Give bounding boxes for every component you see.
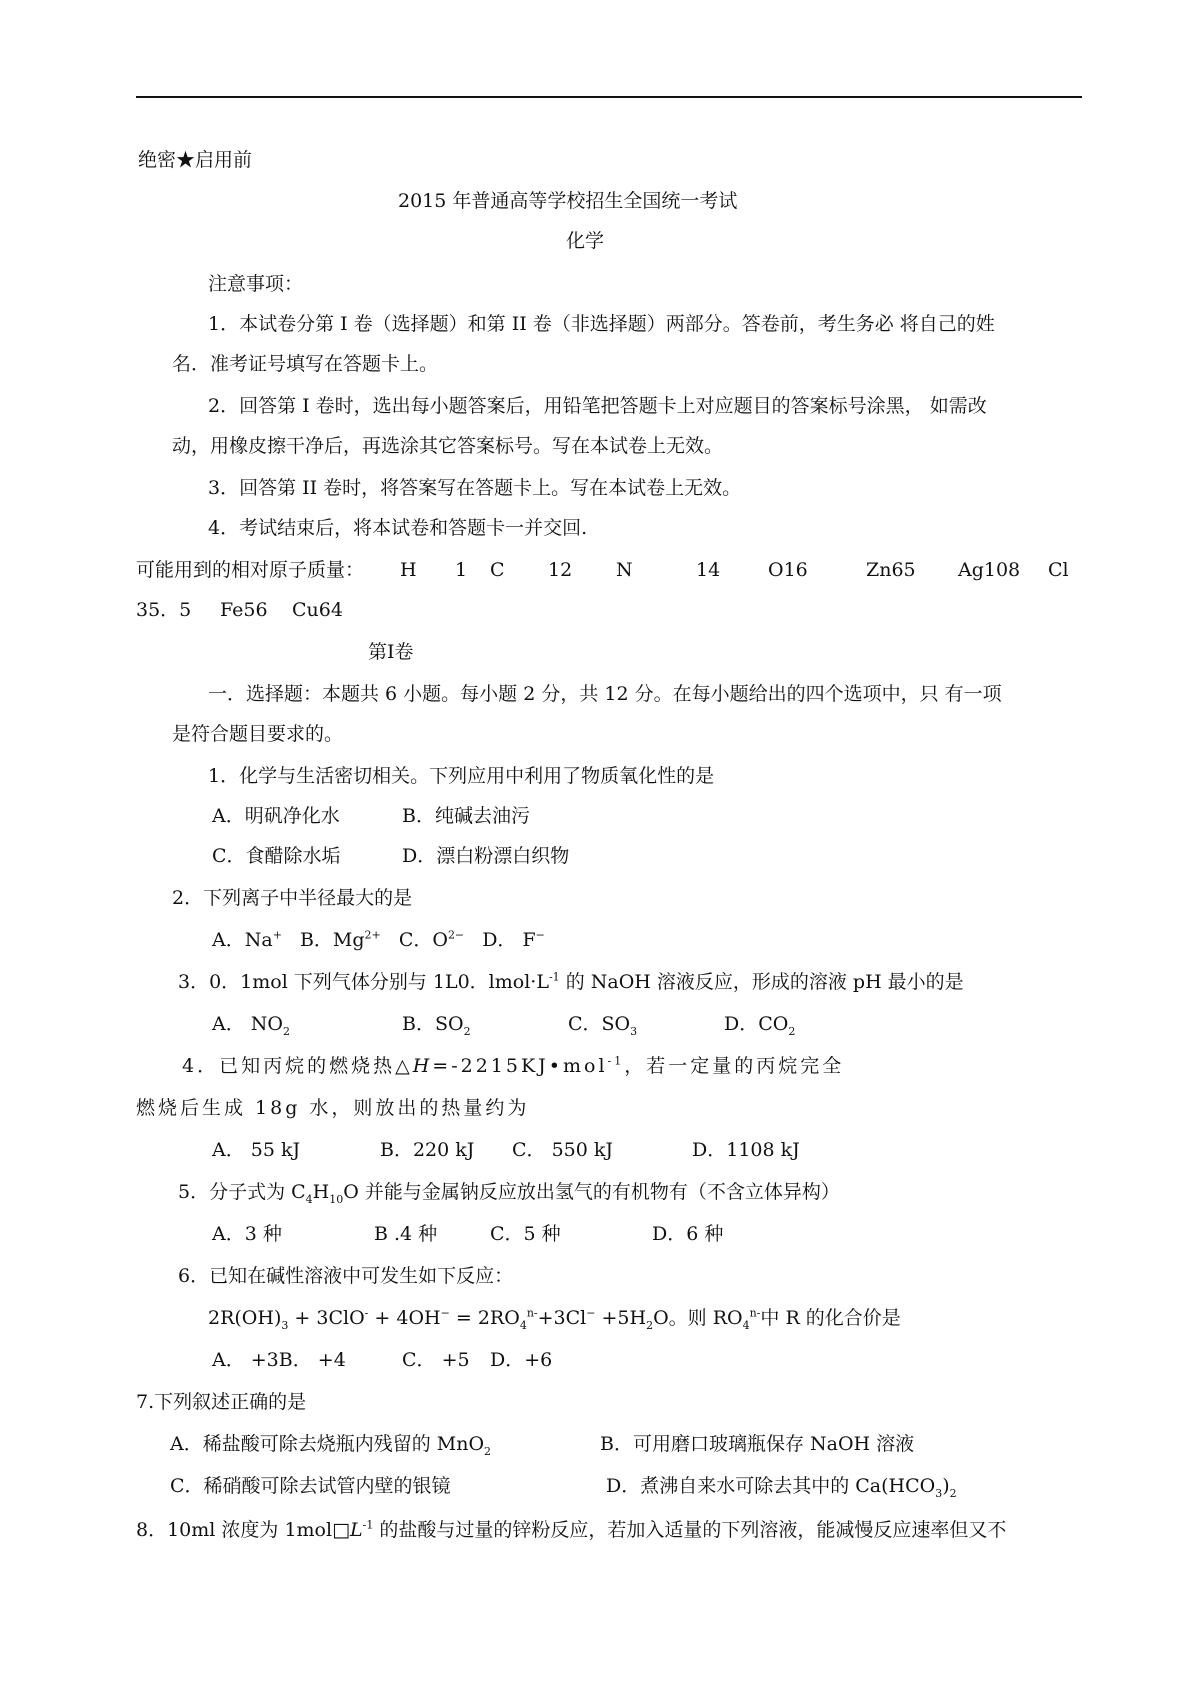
q3-option-d-text: D．CO [724,1013,789,1035]
q7-option-a-sub: 2 [484,1444,492,1458]
q7-option-a [170,1432,491,1456]
note-2-line-2: 动，用橡皮擦干净后，再选涂其它答案标号。写在本试卷上无效。 [172,435,724,457]
q3-option-b-text: B．SO [402,1013,464,1035]
q3-stem-exponent: -1 [548,970,560,984]
q6-eq-sup-7: n- [749,1306,761,1320]
q1-option-b: B．纯碱去油污 [402,805,530,827]
q4-option-a: A． 55 kJ [212,1139,301,1161]
q4-stem-part-3: ，若一定量的丙烷完全 [624,1055,845,1077]
q4-enthalpy-symbol: H [412,1055,433,1077]
note-4: 4．考试结束后，将本试卷和答题卡一并交回. [208,517,588,539]
q6-eq-part-8: 中 R 的化合价是 [760,1307,901,1329]
q6-eq-sub-4: 4 [519,1318,527,1332]
q3-option-c-text: C．SO [568,1013,631,1035]
note-1-line-2: 名．准考证号填写在答题卡上。 [172,353,439,375]
q2-option-b-charge: 2+ [364,928,381,942]
q3-option-d-sub: 2 [788,1024,796,1038]
q7-option-d-text: D．煮沸自来水可除去其中的 Ca(HCO [606,1475,936,1497]
q1-option-d: D．漂白粉漂白织物 [402,845,570,867]
q1-option-c: C．食醋除水垢 [212,845,341,867]
q8-litre-symbol: L [350,1519,363,1541]
q4-stem-line-2: 燃烧后生成 18g 水，则放出的热量约为 [136,1097,530,1119]
q5-carbon-count: 4 [305,1192,313,1206]
q8-stem-part-2: 的盐酸与过量的锌粉反应，若加入适量的下列溶液，能减慢反应速率但又不 [373,1519,1007,1541]
mass-o: O16 [768,559,808,581]
q4-stem-line-1 [182,1054,844,1078]
q4-stem-part-2: =-2215KJ•mol [432,1055,608,1077]
mass-fe: Fe56 [220,599,268,621]
mass-cu: Cu64 [292,599,343,621]
q3-stem [178,970,964,994]
q4-option-b: B．220 kJ [380,1139,475,1161]
q2-options [212,928,545,952]
q7-option-d-paren: ) [942,1475,950,1497]
q6-eq-sub-6: 2 [646,1318,654,1332]
q5-stem [178,1180,840,1204]
q6-option-a-b: A． +3B． +4 [212,1349,346,1371]
q3-option-a-text: A． NO [212,1013,283,1035]
q5-option-c: C．5 种 [490,1223,561,1245]
q6-eq-part-4: = 2RO [449,1307,520,1329]
q6-option-c: C． +5 [402,1349,470,1371]
q3-stem-part-2: 的 NaOH 溶液反应，形成的溶液 pH 最小的是 [559,971,964,993]
notes-heading: 注意事项： [208,273,304,295]
mass-ag: Ag108 [958,559,1021,581]
q4-stem-part-1: 4．已知丙烷的燃烧热△ [182,1055,413,1077]
q6-eq-sub-1: 3 [281,1318,289,1332]
q3-stem-part-1: 3．0．1mol 下列气体分别与 1L0．lmol·L [178,971,549,993]
q6-eq-part-5: +3Cl [537,1307,587,1329]
q6-eq-part-2: + 3ClO [288,1307,365,1329]
section-1-intro-line-1: 一．选择题：本题共 6 小题。每小题 2 分，共 12 分。在每小题给出的四个选项中，只 有一项 [208,683,1002,705]
q4-option-c: C． 550 kJ [512,1139,614,1161]
q6-eq-sub-7: 4 [742,1318,750,1332]
q3-option-d [724,1012,795,1036]
q3-option-c [568,1012,637,1036]
q3-option-b [402,1012,471,1036]
q2-option-c: C．O [398,929,448,951]
q6-option-d: D．+6 [490,1349,553,1371]
q7-option-d [606,1474,957,1498]
q7-stem: 7.下列叙述正确的是 [136,1391,307,1413]
note-2-line-1: 2．回答第 I 卷时，选出每小题答案后，用铅笔把答题卡上对应题目的答案标号涂黑， 如需改 [208,395,987,417]
mass-cl-value: 35．5 [136,599,192,621]
mass-zn: Zn65 [866,559,916,581]
q2-option-d-charge: − [535,928,545,942]
q7-option-c: C．稀硝酸可除去试管内壁的银镜 [170,1475,451,1497]
q2-stem: 2．下列离子中半径最大的是 [172,887,413,909]
q2-option-b: B．Mg [299,929,365,951]
q3-option-a-sub: 2 [282,1024,290,1038]
q5-option-b: B .4 种 [374,1223,438,1245]
subject-title: 化学 [566,230,605,252]
q7-option-d-sub-1: 3 [935,1486,943,1500]
q4-stem-exponent: -1 [607,1054,625,1068]
q7-option-a-text: A．稀盐酸可除去烧瓶内残留的 MnO [170,1433,485,1455]
q6-eq-sup-5: − [586,1306,596,1320]
mass-n: N [616,559,633,581]
section-1-title: 第Ⅰ卷 [368,641,414,663]
section-1-intro-line-2: 是符合题目要求的。 [172,723,344,745]
q5-stem-part-3: O 并能与金属钠反应放出氢气的有机物有（不含立体异构） [343,1181,840,1203]
note-3: 3．回答第 II 卷时，将答案写在答题卡上。写在本试卷上无效。 [208,477,742,499]
mass-c-value: 12 [548,559,573,581]
atomic-mass-label: 可能用到的相对原子质量： [136,559,365,581]
q3-option-b-sub: 2 [463,1024,471,1038]
q2-option-a-charge: + [272,928,282,942]
q5-hydrogen-count: 10 [329,1192,344,1206]
mass-c: C [490,559,505,581]
q2-option-d: D． F [482,929,536,951]
mass-h: H [400,559,417,581]
q6-eq-part-7: O。则 RO [653,1307,743,1329]
q2-option-a: A．Na [212,929,273,951]
q5-option-a: A．3 种 [212,1223,282,1245]
q3-option-a [212,1012,290,1036]
note-1-line-1: 1．本试卷分第 I 卷（选择题）和第 II 卷（非选择题）两部分。答卷前，考生务必 将自己的姓 [208,313,995,335]
q6-eq-part-3: + 4OH [368,1307,441,1329]
q1-stem: 1．化学与生活密切相关。下列应用中利用了物质氧化性的是 [208,765,715,787]
q2-option-c-charge: 2− [447,928,465,942]
q8-missing-dot-glyph: □ [332,1519,351,1541]
q5-option-d: D．6 种 [652,1223,724,1245]
q8-stem [136,1518,1006,1542]
header-rule [136,96,1082,98]
q8-stem-exponent: -1 [362,1518,374,1532]
q6-stem: 6．已知在碱性溶液中可发生如下反应： [178,1265,514,1287]
q8-stem-part-1: 8．10ml 浓度为 1mol [136,1519,333,1541]
q6-eq-sup-4: n- [526,1306,538,1320]
q6-eq-sup-2: - [364,1306,369,1320]
mass-h-value: 1 [455,559,468,581]
q6-eq-part-1: 2R(OH) [208,1307,282,1329]
exam-title: 2015 年普通高等学校招生全国统一考试 [398,190,738,212]
q6-eq-part-6: +5H [595,1307,647,1329]
q5-stem-part-2: H [312,1181,330,1203]
q6-equation [208,1306,901,1330]
mass-n-value: 14 [696,559,721,581]
q7-option-d-sub-2: 2 [949,1486,957,1500]
q7-option-b: B．可用磨口玻璃瓶保存 NaOH 溶液 [600,1433,915,1455]
q1-option-a: A．明矾净化水 [212,805,340,827]
q4-option-d: D．1108 kJ [692,1139,800,1161]
q3-option-c-sub: 3 [630,1024,638,1038]
q6-eq-sup-3: − [440,1306,450,1320]
mass-cl: Cl [1048,559,1069,581]
secret-mark: 绝密★启用前 [138,149,253,171]
q5-stem-part-1: 5．分子式为 C [178,1181,306,1203]
